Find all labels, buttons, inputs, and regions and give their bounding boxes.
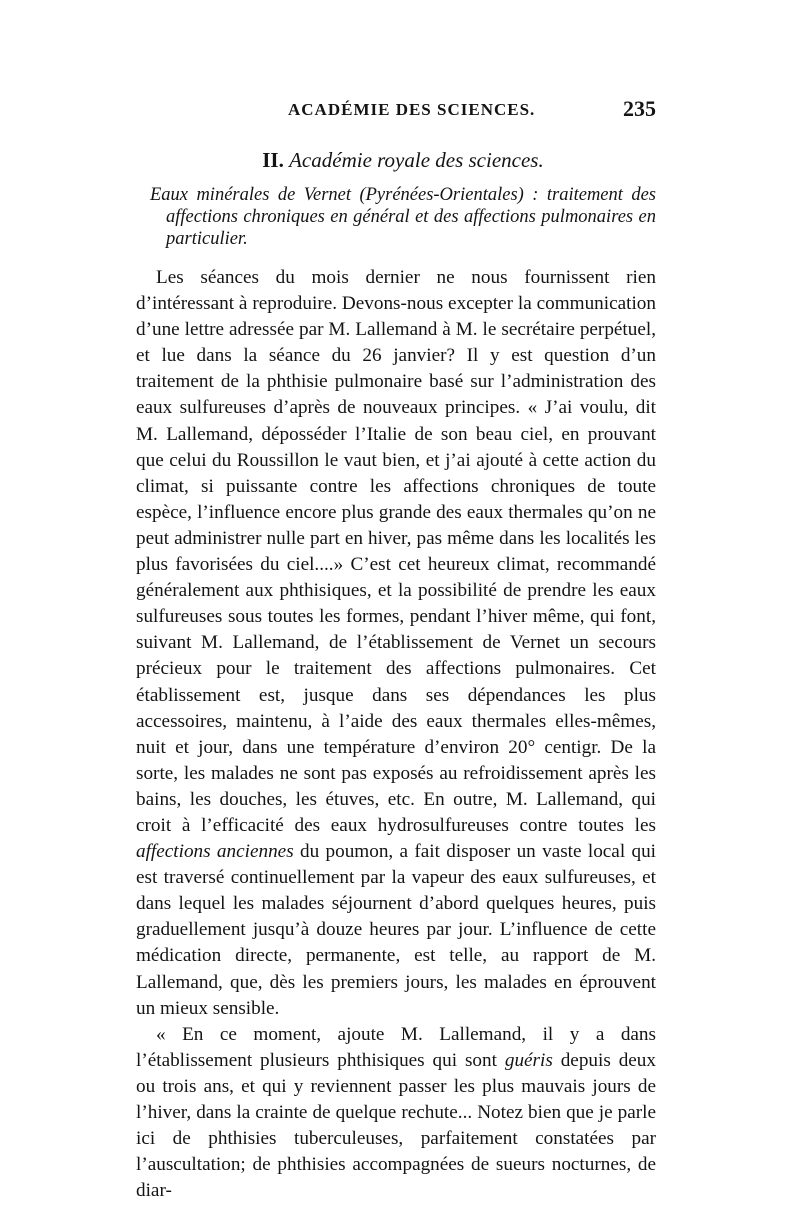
running-head xyxy=(150,96,656,130)
text-run: du poumon, a fait disposer un vaste local qui est traversé continuellement par la vapeur des eaux sulfureuses, et dans lequel les malades séjournent d’abord quelques heures, puis graduellement jusqu’à douze heures par jour. L’influence de cette médication directe, permanente, est telle, au rapport de M. Lallemand, que, dès les premiers jours, les malades en éprouvent un mieux sensible. xyxy=(136,841,656,1019)
paragraph xyxy=(136,265,656,1022)
body-text xyxy=(136,265,656,1204)
italic-run: affections anciennes xyxy=(136,841,294,863)
running-title: ACADÉMIE DES SCIENCES. xyxy=(288,100,536,119)
text-run: depuis deux ou trois ans, et qui y reviennent passer les plus mauvais jours de l’hiver, dans la crainte de quelque rechute... Notez bien que je parle ici de phthisies tuberculeuses, parfaitement constatées par l’auscultation; de phthisies accompagnées de sueurs nocturnes, de diar- xyxy=(136,1049,656,1202)
section-title: Académie royale des sciences. xyxy=(289,148,544,172)
page-number: 235 xyxy=(623,96,656,121)
paragraph xyxy=(136,1022,656,1205)
section-number: II. xyxy=(262,148,284,172)
text-run: Les séances du mois dernier ne nous fournissent rien d’intéressant à reproduire. Devons-nous excepter la communication d’une lettre adressée par M. Lallemand à M. le secrétaire perpétuel, et lue dans la séance du 26 janvier? Il y est question d’un traitement de la phthisie pulmonaire basé sur l’administration des eaux sulfureuses d’après de nouveaux principes. « J’ai voulu, dit M. Lallemand, déposséder l’Italie de son beau ciel, en prouvant que celui du Roussillon le vaut bien, et j’ai ajouté à cette action du climat, si puissante contre les affections chroniques de toute espèce, l’influence encore plus grande des eaux thermales qu’on ne peut administrer nulle part en hiver, pas même dans les localités les plus favorisées du ciel....» C’est cet heureux climat, recommandé généralement aux phthisiques, et la possibilité de prendre les eaux sulfureuses sous toutes les formes, pendant l’hiver même, qui font, suivant M. Lallemand, de l’établissement de Vernet un secours précieux pour le traitement des affections pulmonaires. Cet établissement est, jusque dans ses dépendances les plus accessoires, maintenu, à l’aide des eaux thermales elles-mêmes, nuit et jour, dans une température d’environ 20° centigr. De la sorte, les malades ne sont pas exposés au refroidissement après les bains, les douches, les étuves, etc. En outre, M. Lallemand, qui croit à l’efficacité des eaux hydrosulfureuses contre toutes les xyxy=(136,267,656,836)
section-heading xyxy=(150,148,656,173)
italic-run: guéris xyxy=(504,1049,553,1071)
article-title: Eaux minérales de Vernet (Pyrénées-Orientales) : traitement des affections chroniques en général et des affections pulmonaires en particulier. xyxy=(150,185,656,249)
text-run: « En ce moment, ajoute M. Lallemand, il y a dans l’établissement plusieurs phthisiques qui sont xyxy=(136,1023,656,1071)
